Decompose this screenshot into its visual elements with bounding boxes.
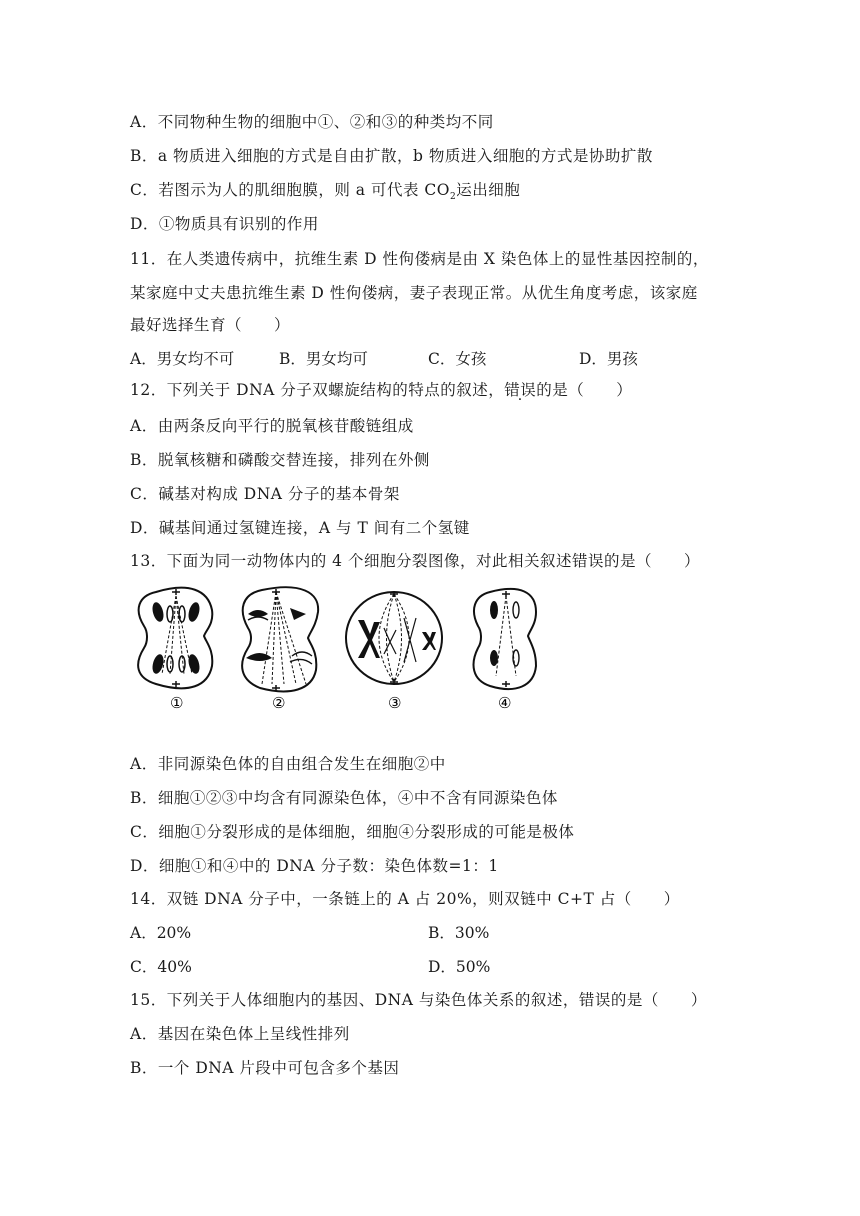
q13-option-d: D．细胞①和④中的 DNA 分子数：染色体数=1：1 (130, 857, 499, 875)
q10-option-b: B．a 物质进入细胞的方式是自由扩散，b 物质进入细胞的方式是协助扩散 (130, 147, 653, 165)
q14-stem: 14．双链 DNA 分子中，一条链上的 A 占 20%，则双链中 C+T 占（ ） (130, 890, 680, 908)
cell-4-label: ④ (498, 694, 512, 712)
cell-4-drawing (474, 589, 536, 712)
q10-option-c-subscript: 2 (449, 192, 457, 203)
q12-option-d: D．碱基间通过氢键连接，A 与 T 间有二个氢键 (130, 519, 470, 537)
q14-option-b: B．30% (428, 924, 490, 942)
q11-stem-line3: 最好选择生育（ ） (130, 316, 291, 334)
q12-option-b: B．脱氧核糖和磷酸交替连接，排列在外侧 (130, 451, 430, 469)
q10-option-a: A．不同物种生物的细胞中①、②和③的种类均不同 (130, 113, 494, 131)
cell-1-drawing (138, 588, 212, 689)
q15-stem: 15．下列关于人体细胞内的基因、DNA 与染色体关系的叙述，错误的是（ ） (130, 991, 707, 1009)
q10-option-c-text: C．若图示为人的肌细胞膜，则 a 可代表 CO (130, 181, 450, 199)
cell-3-drawing (346, 591, 442, 712)
q11-option-c: C．女孩 (428, 350, 487, 368)
cell-1-label: ① (170, 694, 184, 712)
q14-option-c: C．40% (130, 958, 192, 976)
q12-stem-text-end: 的是（ ） (536, 381, 633, 399)
q13-stem: 13．下面为同一动物体内的 4 个细胞分裂图像，对此相关叙述错误的是（ ） (130, 552, 700, 570)
q10-option-c-text-end: 运出细胞 (456, 181, 521, 199)
q11-option-b: B．男女均可 (279, 350, 368, 368)
q14-option-d: D．50% (428, 958, 491, 976)
q11-option-d: D．男孩 (579, 350, 638, 368)
q10-option-c (130, 180, 520, 207)
q12-stem-emphasis: 错误 (504, 381, 537, 399)
q12-option-a: A．由两条反向平行的脱氧核苷酸链组成 (130, 417, 414, 435)
q12-option-c: C．碱基对构成 DNA 分子的基本骨架 (130, 485, 400, 503)
q10-option-d: D．①物质具有识别的作用 (130, 215, 319, 233)
q12-stem-text: 12．下列关于 DNA 分子双螺旋结构的特点的叙述， (130, 381, 505, 399)
q15-option-a: A．基因在染色体上呈线性排列 (130, 1025, 350, 1043)
q11-stem-line1: 11．在人类遗传病中，抗维生素 D 性佝偻病是由 X 染色体上的显性基因控制的， (130, 250, 709, 268)
q13-option-a: A．非同源染色体的自由组合发生在细胞②中 (130, 755, 446, 773)
q13-option-b: B．细胞①②③中均含有同源染色体，④中不含有同源染色体 (130, 789, 558, 807)
cell-3-label: ③ (388, 694, 402, 712)
q14-option-a: A．20% (130, 924, 192, 942)
q11-stem-line2: 某家庭中丈夫患抗维生素 D 性佝偻病，妻子表现正常。从优生角度考虑，该家庭 (130, 284, 698, 302)
cell-2-label: ② (272, 694, 286, 712)
cell-division-figure (134, 584, 554, 714)
q12-stem (130, 380, 632, 400)
q13-option-c: C．细胞①分裂形成的是体细胞，细胞④分裂形成的可能是极体 (130, 823, 575, 841)
cell-1-chromosomes (151, 601, 202, 675)
cell-2-drawing (242, 587, 318, 712)
q15-option-b: B．一个 DNA 片段中可包含多个基因 (130, 1059, 400, 1077)
q11-option-a: A．男女均不可 (130, 350, 235, 368)
